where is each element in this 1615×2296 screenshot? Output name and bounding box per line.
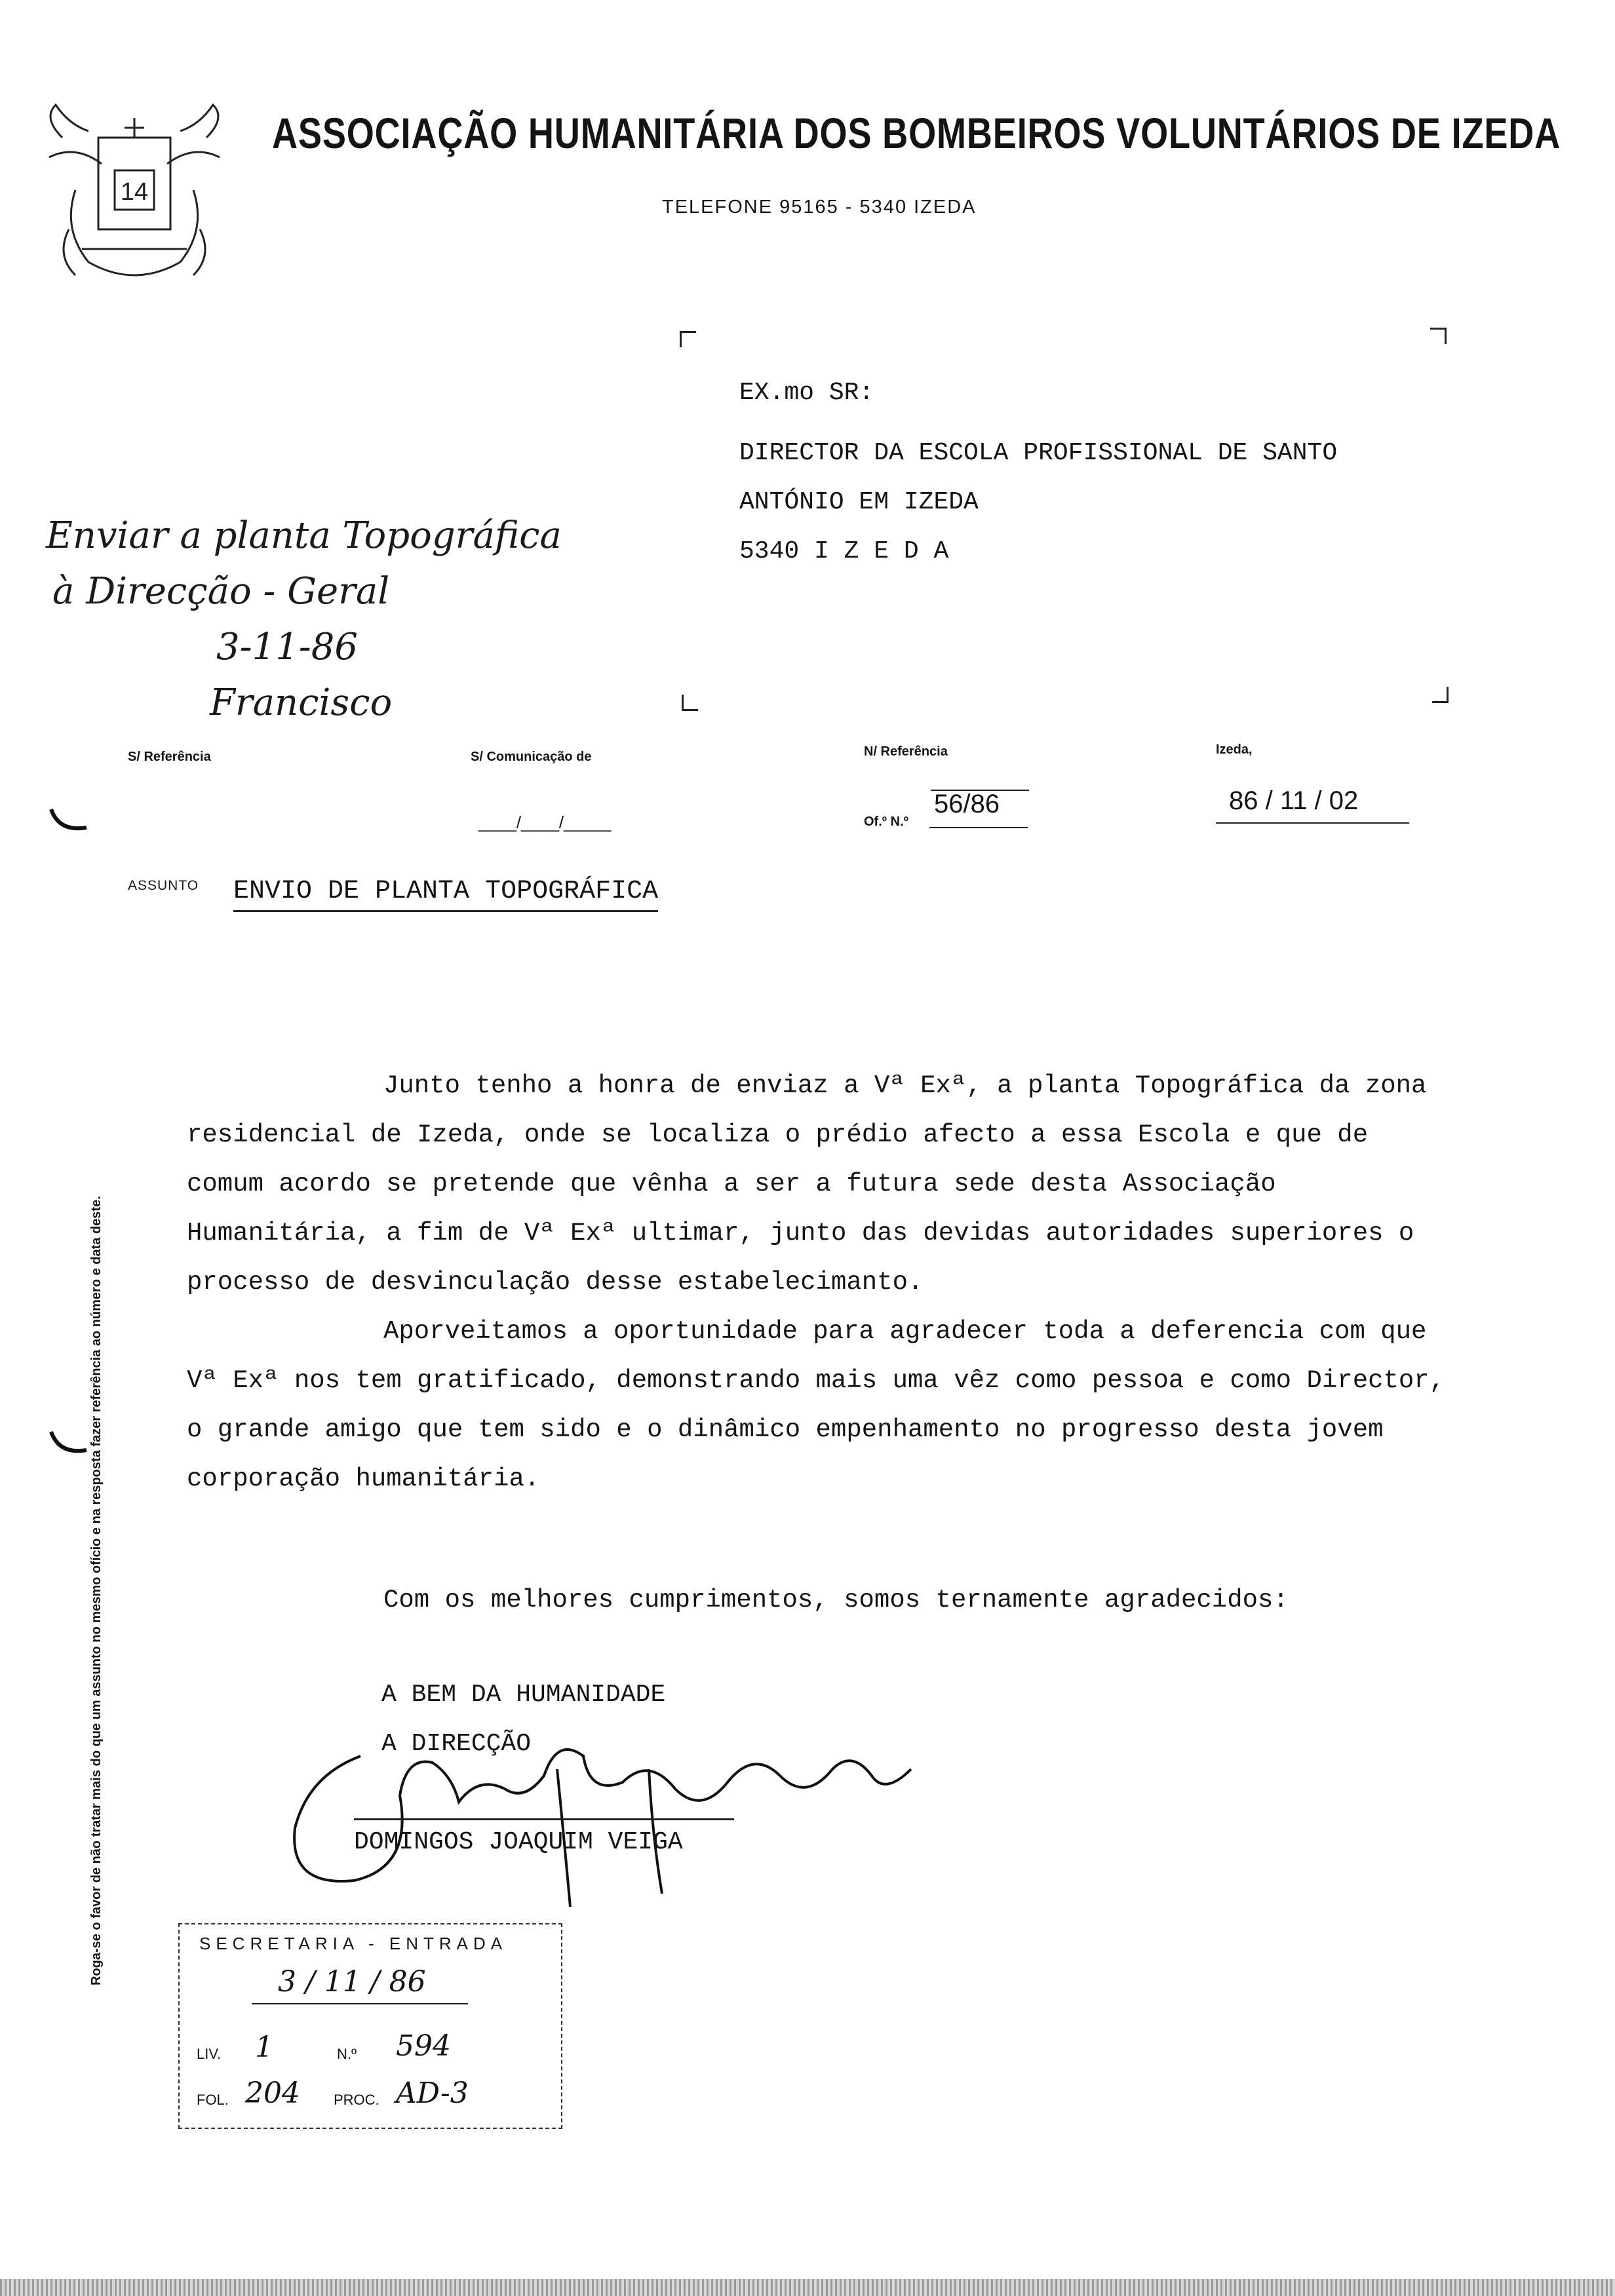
addressee-line-3: 5340 I Z E D A xyxy=(739,537,949,565)
scan-edge-strip xyxy=(0,2279,1615,2296)
organization-phone: TELEFONE 95165 - 5340 IZEDA xyxy=(662,197,977,218)
punch-hole-mark-bottom xyxy=(46,1425,92,1464)
official-number-rule xyxy=(929,827,1028,828)
stamp-date-rule xyxy=(252,2003,468,2004)
addressee-line-1: DIRECTOR DA ESCOLA PROFISSIONAL DE SANTO xyxy=(739,439,1338,467)
stamp-book-label: LIV. xyxy=(197,2046,222,2062)
letter-body xyxy=(187,1062,1458,1625)
handwritten-annotation-date: 3-11-86 xyxy=(216,626,358,668)
stamp-book-value: 1 xyxy=(255,2031,273,2064)
subject-label: ASSUNTO xyxy=(128,878,199,893)
punch-hole-mark-top xyxy=(46,803,92,842)
your-communication-date: ____/____/_____ xyxy=(478,813,612,832)
address-corner-top-right xyxy=(1430,328,1447,344)
stamp-title: SECRETARIA - ENTRADA xyxy=(199,1934,508,1953)
body-paragraph-1: Junto tenho a honra de enviaz a Vª Exª, a planta Topográfica da zona residencial de Izeda, onde se localiza o prédio afecto a essa Escola e que de comum acordo se pretende que vênha a ser a futura sede desta Associação Humanitária, a fim de Vª Exª ultimar, junto das devidas autoridades superiores o processo de desvinculação desse estabelecimanto. xyxy=(187,1071,1427,1297)
stamp-process-label: PROC. xyxy=(334,2092,379,2108)
signature-role: A DIRECÇÃO xyxy=(381,1730,532,1758)
margin-note: Roga-se o favor de não tratar mais do que um assunto no mesmo ofício e na resposta fazer referência ao número e data deste. xyxy=(89,1196,104,1985)
your-reference-label: S/ Referência xyxy=(128,750,211,764)
address-corner-top-left xyxy=(680,331,696,347)
addressee-line-2: ANTÓNIO EM IZEDA xyxy=(739,488,979,516)
your-communication-label: S/ Comunicação de xyxy=(471,750,592,764)
stamp-process-value: AD-3 xyxy=(396,2076,469,2110)
addressee-salutation: EX.mo SR: xyxy=(739,379,874,407)
signatory-name: DOMINGOS JOAQUIM VEIGA xyxy=(354,1828,683,1856)
signature-rule xyxy=(354,1818,734,1820)
handwritten-annotation-line-2: à Direcção - Geral xyxy=(52,570,390,613)
official-number-value: 56/86 xyxy=(934,790,1000,818)
letter-date: 86 / 11 / 02 xyxy=(1229,786,1359,815)
organization-name: ASSOCIAÇÃO HUMANITÁRIA DOS BOMBEIROS VOLUNTÁRIOS DE IZEDA xyxy=(272,109,1561,157)
handwritten-annotation-line-1: Enviar a planta Topográfica xyxy=(46,514,562,557)
handwritten-signature xyxy=(282,1717,950,1913)
stamp-folio-value: 204 xyxy=(245,2076,300,2110)
stamp-number-label: N.º xyxy=(337,2046,357,2062)
fire-brigade-emblem xyxy=(36,98,233,295)
our-reference-label: N/ Referência xyxy=(864,744,948,759)
handwritten-annotation-signature: Francisco xyxy=(210,681,393,724)
closing-phrase: Com os melhores cumprimentos, somos ternamente agradecidos: xyxy=(383,1586,1289,1615)
svg-text:14: 14 xyxy=(120,178,149,206)
stamp-number-value: 594 xyxy=(396,2029,451,2063)
stamp-date: 3 / 11 / 86 xyxy=(278,1965,426,1999)
motto: A BEM DA HUMANIDADE xyxy=(381,1681,666,1709)
place-label: Izeda, xyxy=(1216,742,1253,757)
subject-text: ENVIO DE PLANTA TOPOGRÁFICA xyxy=(233,877,658,912)
body-paragraph-2: Aporveitamos a oportunidade para agradecer toda a deferencia com que Vª Exª nos tem gratificado, demonstrando mais uma vêz como pessoa e como Director, o grande amigo que tem sido e o dinâmico empenhamento no progresso desta jovem corporação humanitária. xyxy=(187,1317,1445,1493)
registry-stamp xyxy=(178,1923,562,2129)
address-corner-bottom-left xyxy=(682,695,698,711)
stamp-folio-label: FOL. xyxy=(197,2092,229,2108)
letter-date-rule xyxy=(1216,822,1409,824)
address-corner-bottom-right xyxy=(1432,687,1449,703)
official-number-label: Of.º N.º xyxy=(864,814,908,829)
